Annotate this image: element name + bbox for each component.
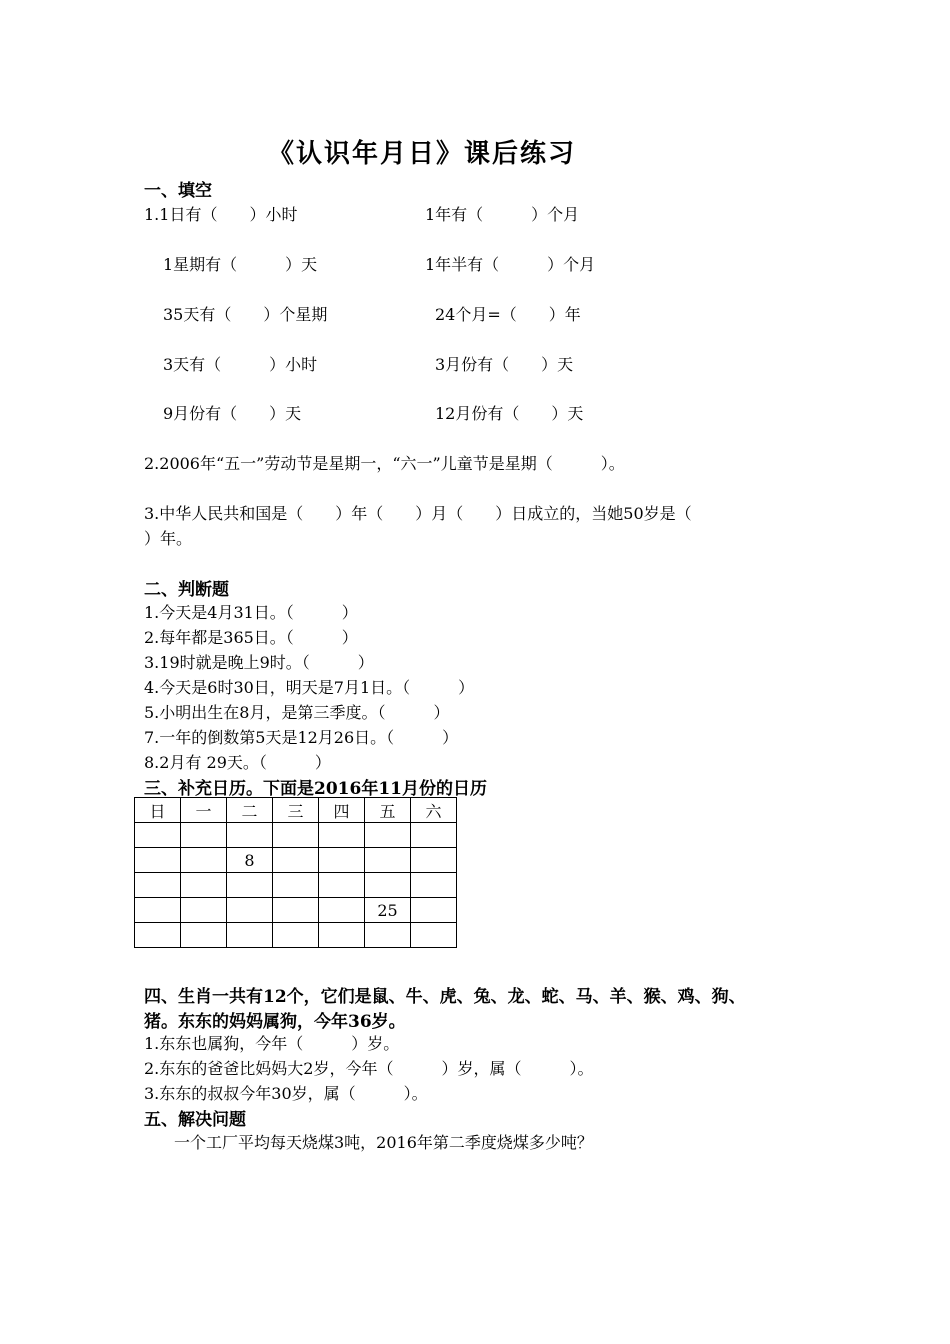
fill-item-24-months-years: 24个月=（ ）年 (435, 305, 581, 324)
calendar-cell (227, 898, 273, 923)
weekday-header: 二 (227, 798, 273, 823)
judge-item: 2.每年都是365日。（ ） (144, 628, 358, 647)
judge-item: 5.小明出生在8月，是第三季度。（ ） (144, 703, 450, 722)
calendar-week-row (135, 923, 457, 948)
section-4-heading-line-1: 四、生肖一共有12个，它们是鼠、牛、虎、兔、龙、蛇、马、羊、猴、鸡、狗、 (144, 987, 746, 1007)
calendar-cell (135, 823, 181, 848)
calendar-cell (411, 873, 457, 898)
calendar-cell (227, 823, 273, 848)
fill-item-december-days: 12月份有（ ）天 (435, 404, 584, 423)
weekday-header: 一 (181, 798, 227, 823)
fill-item-months-per-year-and-half: 1年半有（ ）个月 (425, 255, 596, 274)
calendar-cell (411, 923, 457, 948)
judge-item: 3.19时就是晚上9时。（ ） (144, 653, 374, 672)
calendar-cell (365, 848, 411, 873)
page-title: 《认识年月日》课后练习 (268, 139, 577, 169)
section-4-heading-line-2: 猪。东东的妈妈属狗，今年36岁。 (144, 1012, 406, 1032)
fill-question-3-line-2: ）年。 (144, 529, 193, 548)
judge-item: 7.一年的倒数第5天是12月26日。（ ） (144, 728, 459, 747)
fill-item-september-days: 9月份有（ ）天 (163, 404, 302, 423)
calendar-cell (181, 923, 227, 948)
fill-item-hours-per-day: 1.1日有（ ）小时 (144, 205, 298, 224)
fill-item-march-days: 3月份有（ ）天 (435, 355, 574, 374)
calendar-cell (319, 873, 365, 898)
calendar-week-row (135, 898, 457, 923)
weekday-header: 日 (135, 798, 181, 823)
fill-item-35-days-weeks: 35天有（ ）个星期 (163, 305, 328, 324)
calendar-cell (181, 823, 227, 848)
calendar-cell (273, 848, 319, 873)
calendar-table (134, 797, 457, 948)
calendar-cell (227, 873, 273, 898)
fill-item-3-days-hours: 3天有（ ）小时 (163, 355, 318, 374)
calendar-week-row (135, 823, 457, 848)
zodiac-question: 1.东东也属狗，今年（ ）岁。 (144, 1034, 400, 1053)
judge-item: 1.今天是4月31日。（ ） (144, 603, 358, 622)
section-5-heading: 五、解决问题 (144, 1110, 246, 1130)
weekday-header: 四 (319, 798, 365, 823)
section-2-heading: 二、判断题 (144, 580, 229, 600)
calendar-header-row (135, 798, 457, 823)
calendar-cell (181, 848, 227, 873)
calendar-cell (273, 898, 319, 923)
word-problem: 一个工厂平均每天烧煤3吨，2016年第二季度烧煤多少吨？ (174, 1133, 593, 1152)
calendar-cell (273, 923, 319, 948)
calendar-cell (273, 823, 319, 848)
zodiac-question: 3.东东的叔叔今年30岁，属（ ）。 (144, 1084, 428, 1103)
judge-item: 8.2月有 29天。（ ） (144, 753, 331, 772)
calendar-cell (135, 848, 181, 873)
calendar-cell (319, 848, 365, 873)
calendar-week-row (135, 848, 457, 873)
calendar-cell (319, 823, 365, 848)
calendar-cell (273, 873, 319, 898)
calendar-cell (365, 923, 411, 948)
calendar-cell (135, 898, 181, 923)
calendar-cell (227, 923, 273, 948)
calendar-week-row (135, 873, 457, 898)
calendar-cell (411, 848, 457, 873)
calendar-cell (411, 898, 457, 923)
weekday-header: 六 (411, 798, 457, 823)
judge-item: 4.今天是6时30日，明天是7月1日。（ ） (144, 678, 475, 697)
calendar-cell: 25 (365, 898, 411, 923)
calendar-cell (411, 823, 457, 848)
fill-question-2: 2.2006年“五一”劳动节是星期一，“六一”儿童节是星期（ ）。 (144, 454, 625, 473)
calendar-cell (135, 923, 181, 948)
section-1-heading: 一、填空 (144, 181, 212, 201)
zodiac-question: 2.东东的爸爸比妈妈大2岁，今年（ ）岁，属（ ）。 (144, 1059, 594, 1078)
fill-item-months-per-year: 1年有（ ）个月 (425, 205, 580, 224)
section-3-heading: 三、补充日历。下面是2016年11月份的日历 (144, 779, 487, 799)
weekday-header: 三 (273, 798, 319, 823)
calendar-cell (181, 873, 227, 898)
calendar-cell: 8 (227, 848, 273, 873)
calendar-cell (135, 873, 181, 898)
calendar-cell (365, 823, 411, 848)
calendar-cell (319, 923, 365, 948)
fill-question-3-line-1: 3.中华人民共和国是（ ）年（ ）月（ ）日成立的，当她50岁是（ (144, 504, 692, 523)
fill-item-days-per-week: 1星期有（ ）天 (163, 255, 318, 274)
weekday-header: 五 (365, 798, 411, 823)
calendar-cell (319, 898, 365, 923)
calendar-cell (181, 898, 227, 923)
calendar-cell (365, 873, 411, 898)
